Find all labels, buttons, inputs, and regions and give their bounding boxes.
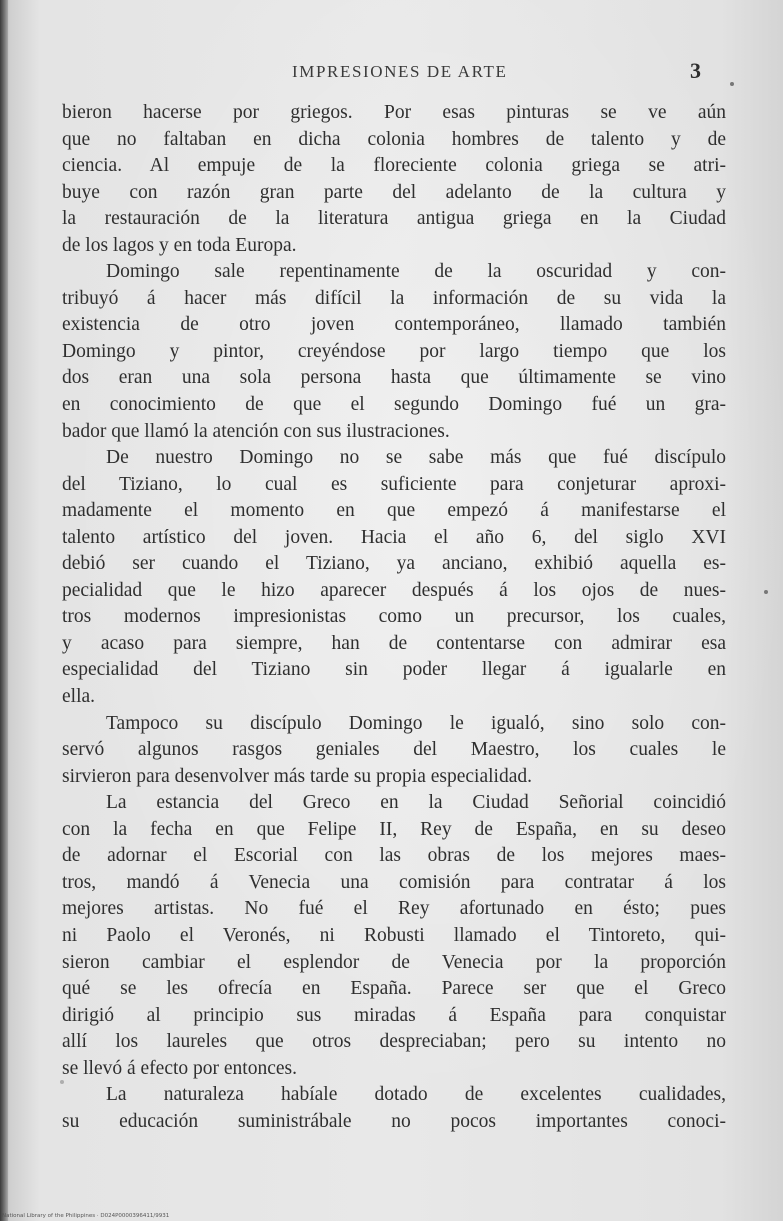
text-line: y acaso para siempre, han de contentarse con admirar esa — [62, 632, 726, 654]
text-line: mejores artistas. No fué el Rey afortunado en ésto; pues — [62, 898, 726, 920]
text-line: bieron hacerse por griegos. Por esas pinturas se ve aún — [62, 102, 726, 123]
text-line: ni Paolo el Veronés, ni Robusti llamado el Tintoreto, qui- — [62, 924, 726, 946]
text-line: buye con razón gran parte del adelanto de la cultura y — [62, 181, 726, 203]
text-line: su educación suministrábale no pocos importantes conoci- — [62, 1110, 726, 1132]
text-line: sieron cambiar el esplendor de Venecia por la proporción — [62, 951, 726, 973]
text-line: existencia de otro joven contemporáneo, llamado también — [62, 314, 726, 336]
text-line: Tampoco su discípulo Domingo le igualó, sino solo con- — [106, 712, 726, 734]
text-line: sirvieron para desenvolver más tarde su propia especialidad. — [62, 765, 532, 787]
text-line: qué se les ofrecía en España. Parece ser que el Greco — [62, 978, 726, 1000]
text-line: tros, mandó á Venecia una comisión para contratar á los — [62, 871, 726, 893]
text-line: pecialidad que le hizo aparecer después á los ojos de nues- — [62, 579, 726, 601]
text-line: De nuestro Domingo no se sabe más que fué discípulo — [106, 447, 726, 469]
text-line: tribuyó á hacer más difícil la información de su vida la — [62, 287, 726, 309]
text-line: allí los laureles que otros despreciaban; pero su intento no — [62, 1031, 726, 1053]
text-line: de los lagos y en toda Europa. — [62, 234, 297, 256]
text-line: bador que llamó la atención con sus ilustraciones. — [62, 420, 450, 442]
text-line: la restauración de la literatura antigua griega en la Ciudad — [62, 208, 726, 230]
page-header — [0, 58, 783, 88]
text-line: talento artístico del joven. Hacia el año 6, del siglo XVI — [62, 526, 726, 548]
body-text — [62, 100, 726, 1135]
text-line: debió ser cuando el Tiziano, ya anciano, exhibió aquella es- — [62, 553, 726, 575]
text-line: del Tiziano, lo cual es suficiente para conjeturar aproxi- — [62, 473, 726, 495]
text-line: madamente el momento en que empezó á manifestarse el — [62, 500, 726, 522]
text-line: con la fecha en que Felipe II, Rey de España, en su deseo — [62, 818, 726, 840]
print-speck — [60, 1080, 64, 1084]
text-line: dos eran una sola persona hasta que últimamente se vino — [62, 367, 726, 389]
print-speck — [730, 82, 734, 86]
text-line: servó algunos rasgos geniales del Maestro, los cuales le — [62, 739, 726, 761]
text-line: dirigió al principio sus miradas á España para conquistar — [62, 1004, 726, 1026]
text-line: Domingo y pintor, creyéndose por largo tiempo que los — [62, 340, 726, 362]
text-line: en conocimiento de que el segundo Domingo fué un gra- — [62, 394, 726, 416]
scan-credit: National Library of the Philippines · D024P0000396411/9931 — [2, 1213, 170, 1219]
text-line: Domingo sale repentinamente de la oscuridad y con- — [106, 261, 726, 283]
print-speck — [764, 590, 768, 594]
text-line: se llevó á efecto por entonces. — [62, 1057, 297, 1079]
page-number: 3 — [690, 58, 701, 83]
page-spine-shadow — [0, 0, 8, 1221]
text-line: La estancia del Greco en la Ciudad Señorial coincidió — [106, 792, 726, 814]
text-line: La naturaleza habíale dotado de excelentes cualidades, — [106, 1084, 726, 1106]
text-line: especialidad del Tiziano sin poder llegar á igualarle en — [62, 659, 726, 681]
text-line: tros modernos impresionistas como un precursor, los cuales, — [62, 606, 726, 628]
text-line: ciencia. Al empuje de la floreciente colonia griega se atri- — [62, 155, 726, 177]
text-line: ella. — [62, 686, 96, 708]
text-line: de adornar el Escorial con las obras de los mejores maes- — [62, 845, 726, 867]
running-title: IMPRESIONES DE ARTE — [292, 62, 508, 81]
text-line: que no faltaban en dicha colonia hombres de talento y de — [62, 128, 726, 150]
